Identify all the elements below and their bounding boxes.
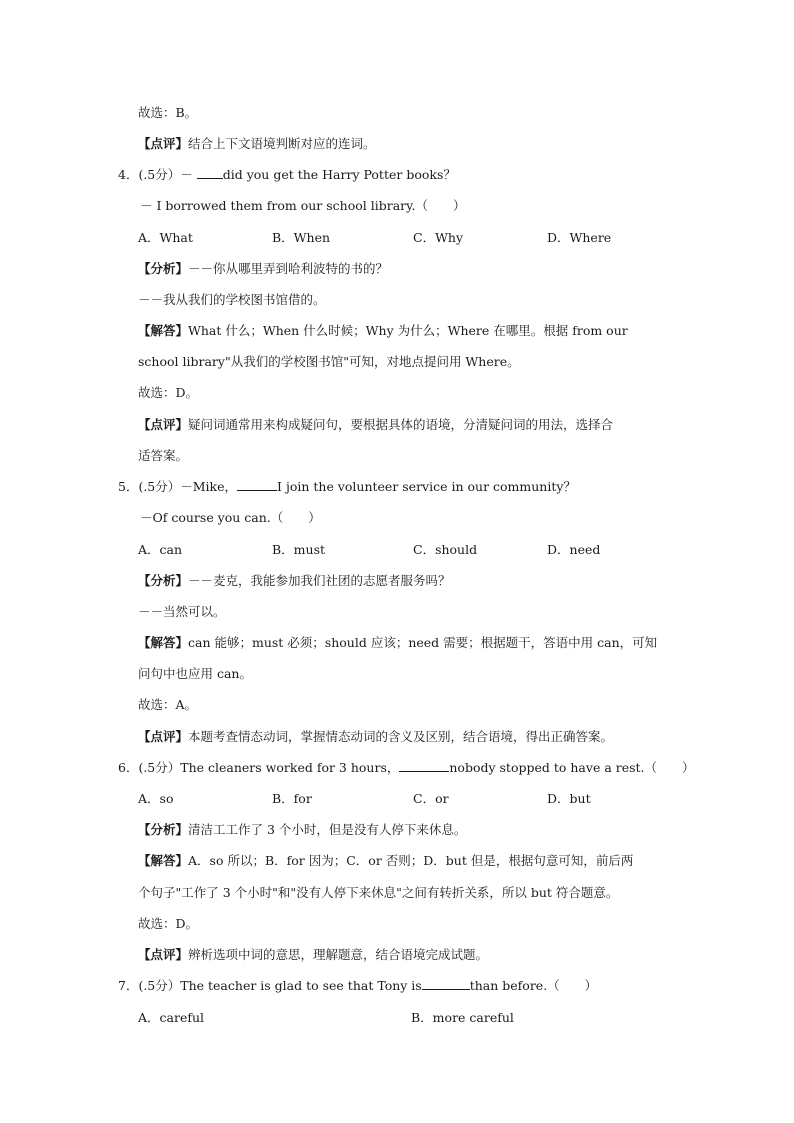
question-4-analysis	[138, 261, 388, 277]
answer-blank	[422, 978, 470, 990]
question-7-text: than before.（ ）	[469, 978, 598, 993]
comment-text: 本题考查情态动词，掌握情态动词的含义及区别，结合语境，得出正确答案。	[188, 729, 614, 744]
question-6-solution	[138, 853, 633, 869]
question-6-option-a: A．so	[138, 791, 174, 806]
question-5-option-c: C．should	[413, 542, 478, 557]
solution-text: What 什么；When 什么时候；Why 为什么；Where 在哪里。根据 from our	[188, 323, 628, 338]
comment-tag: 【点评】	[138, 417, 189, 432]
question-5-analysis	[138, 573, 451, 589]
answer-blank	[237, 479, 277, 491]
answer-blank	[399, 760, 449, 772]
comment-text: 辨析选项中词的意思，理解题意，结合语境完成试题。	[188, 947, 489, 962]
question-7-option-a: A．careful	[138, 1010, 205, 1025]
question-4-comment-2: 适答案。	[138, 448, 189, 463]
question-4-option-b: B．When	[272, 230, 331, 245]
question-4-comment	[138, 417, 613, 433]
question-5-option-d: D．need	[547, 542, 601, 557]
comment-tag: 【点评】	[138, 947, 189, 962]
comment-tag: 【点评】	[138, 136, 189, 151]
question-5-solution	[138, 635, 657, 651]
analysis-text: －－麦克，我能参加我们社团的志愿者服务吗？	[188, 573, 451, 588]
question-5-comment	[138, 729, 613, 745]
question-5-reply: －Of course you can.（ ）	[140, 510, 321, 525]
analysis-tag: 【分析】	[138, 261, 189, 276]
analysis-tag: 【分析】	[138, 573, 189, 588]
question-4-option-c: C．Why	[413, 230, 464, 245]
question-4-reply: － I borrowed them from our school library.（ ）	[140, 198, 466, 213]
comment-tag: 【点评】	[138, 729, 189, 744]
comment-line	[138, 136, 376, 152]
comment-text: 疑问词通常用来构成疑问句，要根据具体的语境，分清疑问词的用法，选择合	[188, 417, 614, 432]
answer-line: 故选：B。	[138, 105, 198, 120]
question-5-prefix: 5．(.5分）－Mike，	[118, 479, 238, 494]
analysis-text: 清洁工工作了 3 个小时，但是没有人停下来休息。	[188, 822, 467, 837]
question-6-option-b: B．for	[272, 791, 312, 806]
comment-text: 结合上下文语境判断对应的连词。	[188, 136, 376, 151]
question-5-stem	[118, 479, 576, 495]
question-6-option-c: C．or	[413, 791, 449, 806]
question-4-option-a: A．What	[138, 230, 193, 245]
solution-tag: 【解答】	[138, 323, 189, 338]
question-5-option-a: A．can	[138, 542, 183, 557]
question-4-text: did you get the Harry Potter books？	[222, 167, 456, 182]
solution-text: A．so 所以；B．for 因为；C．or 否则；D．but 但是，根据句意可知，前后两	[188, 853, 634, 868]
analysis-text: －－你从哪里弄到哈利波特的书的？	[188, 261, 389, 276]
question-6-prefix: 6．(.5分）The cleaners worked for 3 hours，	[118, 760, 400, 775]
question-6-solution-2: 个句子"工作了 3 个小时"和"没有人停下来休息"之间有转折关系，所以 but 符合题意。	[138, 885, 619, 900]
question-5-answer: 故选：A。	[138, 697, 198, 712]
question-6-stem	[118, 760, 695, 776]
question-4-stem	[118, 167, 456, 183]
question-4-solution-2: school library"从我们的学校图书馆"可知，对地点提问用 Where。	[138, 354, 520, 369]
analysis-tag: 【分析】	[138, 822, 189, 837]
solution-text: can 能够；must 必须；should 应该；need 需要；根据题干，答语中用 can，可知	[188, 635, 658, 650]
solution-tag: 【解答】	[138, 635, 189, 650]
question-4-analysis-2: －－我从我们的学校图书馆借的。	[138, 292, 326, 307]
solution-tag: 【解答】	[138, 853, 189, 868]
question-7-prefix: 7．(.5分）The teacher is glad to see that Tony is	[118, 978, 422, 993]
question-6-answer: 故选：D。	[138, 916, 199, 931]
question-7-option-b: B．more careful	[411, 1010, 514, 1025]
question-4-option-d: D．Where	[547, 230, 612, 245]
question-4-solution	[138, 323, 628, 339]
question-6-text: nobody stopped to have a rest.（ ）	[449, 760, 695, 775]
question-5-analysis-2: －－当然可以。	[138, 604, 226, 619]
question-7-stem	[118, 978, 597, 994]
question-6-analysis	[138, 822, 466, 838]
question-5-solution-2: 问句中也应用 can。	[138, 666, 252, 681]
question-6-comment	[138, 947, 488, 963]
question-5-text: I join the volunteer service in our community？	[277, 479, 576, 494]
question-4-answer: 故选：D。	[138, 385, 199, 400]
answer-blank	[197, 167, 223, 179]
question-6-option-d: D．but	[547, 791, 591, 806]
question-5-option-b: B．must	[272, 542, 326, 557]
question-4-prefix: 4．(.5分）－	[118, 167, 197, 182]
